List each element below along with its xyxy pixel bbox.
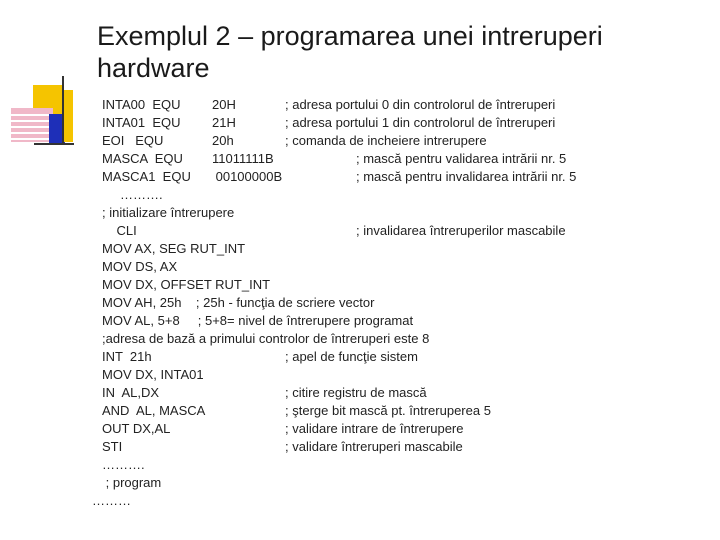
code-line: ………. bbox=[102, 457, 145, 472]
code-line: ; program bbox=[102, 475, 162, 490]
code-comment: 00100000B bbox=[212, 169, 283, 184]
code-line: INTA01 EQU bbox=[102, 115, 181, 130]
code-line: CLI bbox=[102, 223, 137, 238]
code-line: MOV AH, 25h ; 25h - funcţia de scriere vector bbox=[102, 295, 375, 310]
code-comment: ; adresa portului 0 din controlorul de întreruperi bbox=[285, 97, 556, 112]
code-line: MOV AL, 5+8 ; 5+8= nivel de întrerupere programat bbox=[102, 313, 414, 328]
code-comment: ; validare intrare de întrerupere bbox=[285, 421, 464, 436]
code-line: MASCA1 EQU bbox=[102, 169, 191, 184]
code-line: IN AL,DX bbox=[102, 385, 160, 400]
code-comment: ; citire registru de mască bbox=[285, 385, 427, 400]
code-line: STI bbox=[102, 439, 123, 454]
code-line: ………. bbox=[102, 187, 163, 202]
decoration-horizontal-line bbox=[34, 143, 74, 145]
decoration-vertical-line bbox=[62, 76, 64, 144]
code-comment: ; mască pentru invalidarea intrării nr. 5 bbox=[356, 169, 577, 184]
code-comment: ; mască pentru validarea intrării nr. 5 bbox=[356, 151, 567, 166]
code-line: EOI EQU bbox=[102, 133, 164, 148]
code-comment: ; comanda de incheiere intrerupere bbox=[285, 133, 487, 148]
code-line: INT 21h bbox=[102, 349, 152, 364]
code-line: MOV DX, INTA01 bbox=[102, 367, 204, 382]
code-comment: 11011111B bbox=[212, 151, 274, 166]
decoration-white-lines-square bbox=[11, 112, 53, 140]
code-line: OUT DX,AL bbox=[102, 421, 171, 436]
code-line: ; initializare întrerupere bbox=[102, 205, 235, 220]
code-line: MOV DS, AX bbox=[102, 259, 178, 274]
code-line: MASCA EQU bbox=[102, 151, 183, 166]
code-comment: ; validare întreruperi mascabile bbox=[285, 439, 463, 454]
page-title: Exemplul 2 – programarea unei intreruperi hardware bbox=[97, 21, 603, 83]
code-comment: ; adresa portului 1 din controlorul de întreruperi bbox=[285, 115, 556, 130]
code-comment: ; apel de funcţie sistem bbox=[285, 349, 418, 364]
code-line: AND AL, MASCA bbox=[102, 403, 206, 418]
code-comment: ; şterge bit mască pt. întreruperea 5 bbox=[285, 403, 491, 418]
code-comment: ; invalidarea întreruperilor mascabile bbox=[356, 223, 566, 238]
code-comment: 20h bbox=[212, 133, 234, 148]
code-comment: 20H bbox=[212, 97, 236, 112]
code-line: MOV DX, OFFSET RUT_INT bbox=[102, 277, 271, 292]
code-line: ……… bbox=[92, 493, 131, 508]
decoration-yellow-bar bbox=[63, 90, 73, 142]
code-line: ;adresa de bază a primului controlor de întreruperi este 8 bbox=[102, 331, 430, 346]
code-comment: 21H bbox=[212, 115, 236, 130]
code-line: INTA00 EQU bbox=[102, 97, 181, 112]
code-line: MOV AX, SEG RUT_INT bbox=[102, 241, 246, 256]
